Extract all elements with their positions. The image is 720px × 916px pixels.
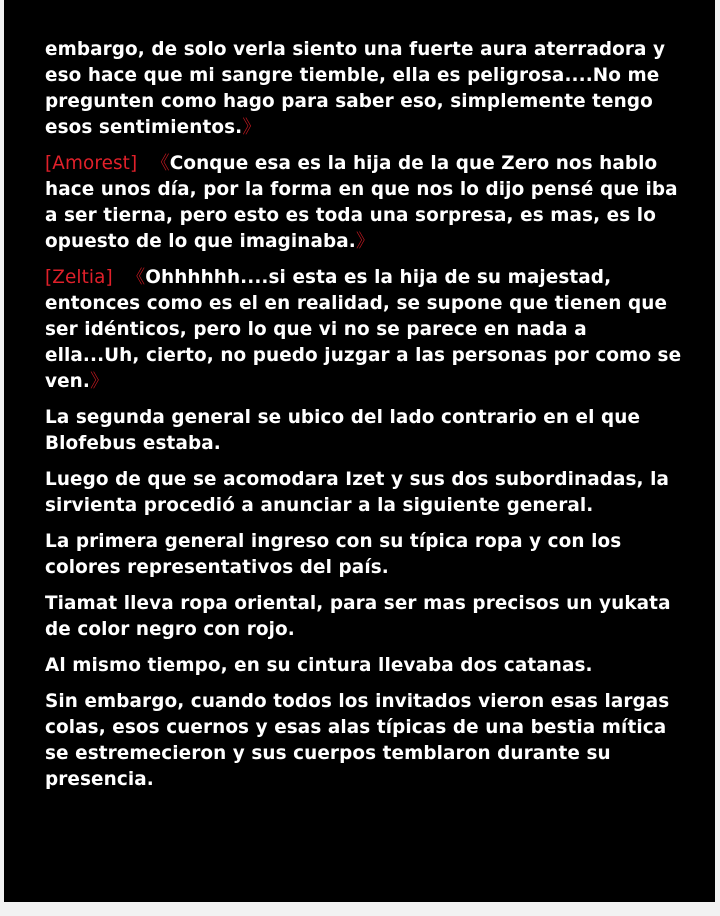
paragraph: Luego de que se acomodara Izet y sus dos subordinadas, la sirvienta procedió a anunciar a la siguiente general. [45, 469, 670, 516]
paragraph: La segunda general se ubico del lado contrario en el que Blofebus estaba. [45, 407, 641, 454]
closing-bracket: 》 [242, 117, 261, 138]
bottom-margin [0, 902, 720, 916]
speaker-name: [Zeltia] [45, 267, 113, 288]
document-page [4, 0, 715, 902]
paragraph-text: embargo, de solo verla siento una fuerte aura aterradora y eso hace que mi sangre tiemble, ella es peligrosa....No me pregunten como hago para saber eso, simplemente tengo esos sentimientos. [45, 39, 666, 138]
paragraph: Sin embargo, cuando todos los invitados vieron esas largas colas, esos cuernos y esas alas típicas de una bestia mítica se estremecieron y sus cuerpos temblaron durante su presencia. [45, 691, 670, 790]
paragraph [45, 37, 685, 141]
closing-bracket: 》 [89, 371, 109, 392]
story-text [45, 37, 685, 803]
dialogue-paragraph [45, 151, 685, 255]
dialogue-paragraph [45, 265, 685, 395]
opening-bracket: 《 [151, 153, 170, 174]
paragraph: Al mismo tiempo, en su cintura llevaba dos catanas. [45, 655, 593, 676]
paragraph: La primera general ingreso con su típica ropa y con los colores representativos del país. [45, 531, 622, 578]
paragraph-text: Conque esa es la hija de la que Zero nos hablo hace unos día, por la forma en que nos lo dijo pensé que iba a ser tierna, pero esto es toda una sorpresa, es mas, es lo opuesto de lo que imaginaba. [45, 153, 678, 252]
paragraph: Tiamat lleva ropa oriental, para ser mas precisos un yukata de color negro con rojo. [45, 593, 671, 640]
paragraph-text: Ohhhhhh....si esta es la hija de su majestad, entonces como es el en realidad, se supone que tienen que ser idénticos, pero lo que vi no se parece en nada a ella...Uh, cierto, no puedo juzgar a las personas por como se ven. [45, 267, 682, 392]
closing-bracket: 》 [355, 231, 375, 252]
opening-bracket: 《 [126, 267, 146, 288]
speaker-name: [Amorest] [45, 153, 138, 174]
